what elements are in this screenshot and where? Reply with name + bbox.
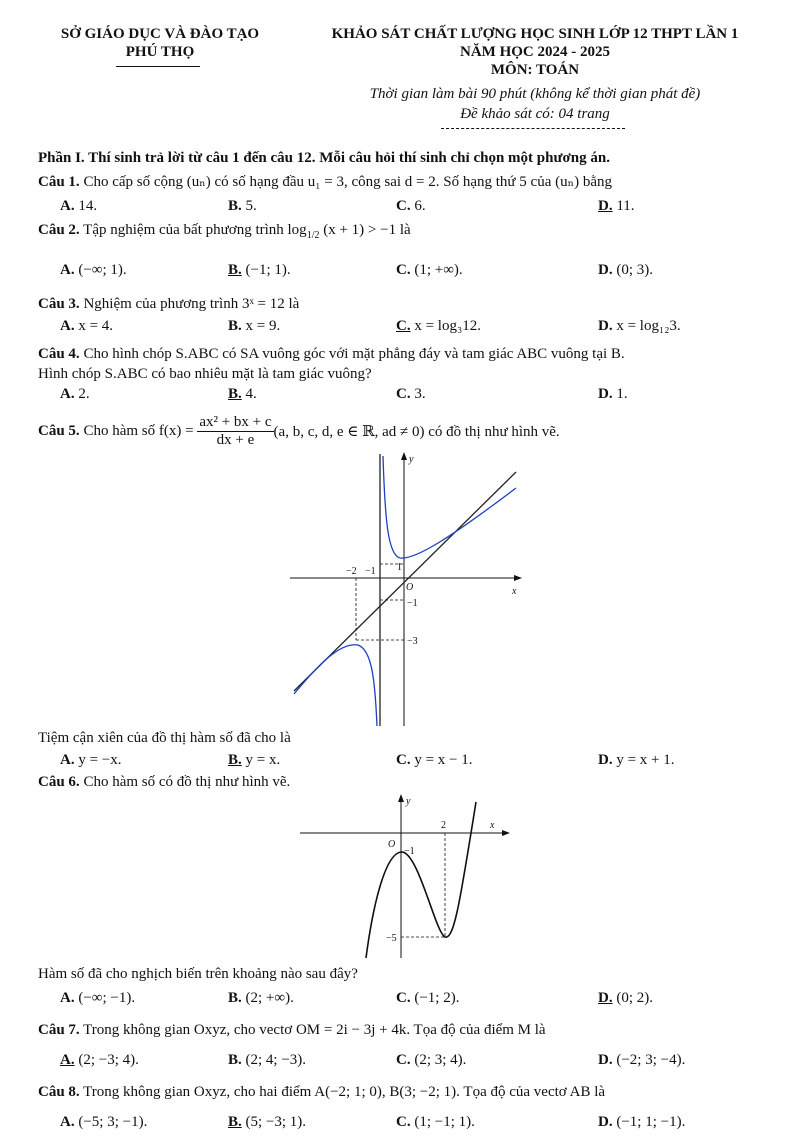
question-text-post: (a, b, c, d, e ∈ ℝ, ad ≠ 0) có đồ thị như hình vẽ. xyxy=(273,424,560,440)
q8-option-d[interactable] xyxy=(598,1114,685,1131)
question-4 xyxy=(38,346,625,363)
option-text: (−1; 1). xyxy=(245,262,291,278)
exam-title: KHẢO SÁT CHẤT LƯỢNG HỌC SINH LỚP 12 THPT LẦN 1 xyxy=(331,26,739,42)
option-text: 3. xyxy=(414,386,426,402)
graph5-tick-ym3: −3 xyxy=(407,636,418,647)
option-letter: A. xyxy=(60,318,75,334)
option-text: x = 9. xyxy=(245,318,281,334)
q4-option-c[interactable] xyxy=(396,386,426,403)
graph6-tick-ym5: −5 xyxy=(386,933,397,944)
option-letter: B. xyxy=(228,262,242,278)
dept-line2: PHÚ THỌ xyxy=(125,44,195,60)
y-axis-arrow xyxy=(401,452,407,460)
graph6-y-label: y xyxy=(406,796,411,807)
denominator: dx + e xyxy=(216,432,255,448)
question-5-graph xyxy=(290,450,530,730)
option-letter: C. xyxy=(396,1052,411,1068)
option-text: 5. xyxy=(245,198,257,214)
option-text: x = log₁₂3. xyxy=(616,318,681,334)
question-label: Câu 8. xyxy=(38,1084,80,1100)
question-text: Cho cấp số cộng (uₙ) có số hạng đầu u₁ = 3, công sai d = 2. Số hạng thứ 5 của (uₙ) bằng xyxy=(83,174,613,190)
option-text: y = x. xyxy=(245,752,281,768)
pages-note: Đề khảo sát có: 04 trang xyxy=(460,106,610,122)
q2-option-d[interactable] xyxy=(598,262,653,279)
curve-right-branch xyxy=(383,456,516,558)
question-text: Nghiệm của phương trình 3ˣ = 12 là xyxy=(83,296,300,312)
option-text: (−2; 3; −4). xyxy=(616,1052,686,1068)
q5-option-d[interactable] xyxy=(598,752,675,769)
option-letter: A. xyxy=(60,386,75,402)
q6-option-a[interactable] xyxy=(60,990,135,1007)
option-letter: B. xyxy=(228,1114,242,1130)
option-text: y = x − 1. xyxy=(414,752,473,768)
option-letter: A. xyxy=(60,198,75,214)
option-text: (0; 3). xyxy=(616,262,654,278)
option-letter: C. xyxy=(396,318,411,334)
option-text: 2. xyxy=(78,386,90,402)
question-label: Câu 3. xyxy=(38,296,80,312)
option-text: x = 4. xyxy=(78,318,114,334)
option-text: x = log₃12. xyxy=(414,318,481,334)
option-letter: B. xyxy=(228,386,242,402)
q5-option-c[interactable] xyxy=(396,752,473,769)
option-text: 11. xyxy=(616,198,635,214)
log-base: 1/2 xyxy=(306,230,320,241)
option-text: (−1; 1; −1). xyxy=(616,1114,686,1130)
question-text: Tập nghiệm của bất phương trình log xyxy=(83,222,307,238)
q1-option-d[interactable] xyxy=(598,198,635,215)
q6-option-d[interactable] xyxy=(598,990,653,1007)
graph5-tick-y1: 1 xyxy=(397,562,402,573)
question-label: Câu 6. xyxy=(38,774,80,790)
q2-option-b[interactable] xyxy=(228,262,291,279)
option-letter: A. xyxy=(60,1114,75,1130)
question-label: Câu 1. xyxy=(38,174,80,190)
option-text: 4. xyxy=(245,386,257,402)
option-letter: C. xyxy=(396,262,411,278)
option-letter: A. xyxy=(60,262,75,278)
option-text: (2; 3; 4). xyxy=(414,1052,467,1068)
graph5-origin-label: O xyxy=(406,582,414,593)
option-letter: D. xyxy=(598,1114,613,1130)
graph6-origin-label: O xyxy=(388,839,396,850)
question-5 xyxy=(38,414,560,449)
option-text: 1. xyxy=(616,386,628,402)
q5-option-a[interactable] xyxy=(60,752,122,769)
question-text: Cho hình chóp S.ABC có SA vuông góc với mặt phẳng đáy và tam giác ABC vuông tại B. xyxy=(83,346,625,362)
option-text: (−1; 2). xyxy=(414,990,460,1006)
graph5-tick-ym1: −1 xyxy=(407,598,418,609)
question-label: Câu 7. xyxy=(38,1022,80,1038)
q3-option-d[interactable] xyxy=(598,318,681,335)
q3-option-c[interactable] xyxy=(396,318,481,335)
graph5-x-label: x xyxy=(512,586,517,597)
option-text: (2; +∞). xyxy=(245,990,294,1006)
q8-option-c[interactable] xyxy=(396,1114,475,1131)
option-letter: C. xyxy=(396,386,411,402)
option-letter: D. xyxy=(598,198,613,214)
q3-option-a[interactable] xyxy=(60,318,113,335)
option-letter: D. xyxy=(598,1052,613,1068)
question-text: Cho hàm số có đồ thị như hình vẽ. xyxy=(83,774,291,790)
q7-option-a[interactable] xyxy=(60,1052,139,1069)
option-text: y = x + 1. xyxy=(616,752,675,768)
dept-line1: SỞ GIÁO DỤC VÀ ĐÀO TẠO xyxy=(60,26,260,42)
part1-title: Phần I. Thí sinh trả lời từ câu 1 đến câu 12. Mỗi câu hỏi thí sinh chỉ chọn một phương án. xyxy=(38,150,610,166)
option-letter: D. xyxy=(598,318,613,334)
subject: MÔN: TOÁN xyxy=(490,62,580,78)
q1-option-b[interactable] xyxy=(228,198,257,215)
question-text: Trong không gian Oxyz, cho hai điểm A(−2; 1; 0), B(3; −2; 1). Tọa độ của vectơ AB là xyxy=(83,1084,606,1100)
q8-option-a[interactable] xyxy=(60,1114,147,1131)
option-letter: D. xyxy=(598,262,613,278)
option-text: 14. xyxy=(78,198,98,214)
school-year: NĂM HỌC 2024 - 2025 xyxy=(460,44,610,60)
option-text: (2; −3; 4). xyxy=(78,1052,139,1068)
question-text-pre: Cho hàm số f(x) = xyxy=(83,423,194,439)
option-text: (5; −3; 1). xyxy=(245,1114,307,1130)
question-label: Câu 4. xyxy=(38,346,80,362)
question-8 xyxy=(38,1084,605,1101)
numerator: ax² + bx + c xyxy=(199,414,272,430)
question-1 xyxy=(38,172,612,191)
option-letter: D. xyxy=(598,386,613,402)
option-text: (1; −1; 1). xyxy=(414,1114,475,1130)
q1-option-c[interactable] xyxy=(396,198,426,215)
option-text: 6. xyxy=(414,198,426,214)
graph6-tick-x2: 2 xyxy=(441,820,446,831)
q7-option-c[interactable] xyxy=(396,1052,466,1069)
cubic-curve xyxy=(366,802,476,958)
option-letter: A. xyxy=(60,752,75,768)
q4-option-d[interactable] xyxy=(598,386,628,403)
x-axis-arrow xyxy=(502,830,510,836)
option-text: y = −x. xyxy=(78,752,122,768)
option-text: (−∞; 1). xyxy=(78,262,127,278)
question-7 xyxy=(38,1022,546,1039)
graph5-tick-xm1: −1 xyxy=(365,566,376,577)
pages-note-dashes xyxy=(441,128,625,129)
dept-underline xyxy=(116,66,200,67)
q8-option-b[interactable] xyxy=(228,1114,306,1131)
graph6-tick-ym1: −1 xyxy=(404,846,415,857)
q7-option-d[interactable] xyxy=(598,1052,685,1069)
q2-option-c[interactable] xyxy=(396,262,463,279)
question-3 xyxy=(38,296,299,313)
question-6-graph xyxy=(300,792,520,962)
option-text: (1; +∞). xyxy=(414,262,463,278)
option-letter: B. xyxy=(228,1052,242,1068)
option-letter: B. xyxy=(228,752,242,768)
graph5-y-label: y xyxy=(409,454,414,465)
question-4-line2: Hình chóp S.ABC có bao nhiêu mặt là tam giác vuông? xyxy=(38,366,372,382)
graph5-tick-xm2: −2 xyxy=(346,566,357,577)
option-text: (2; 4; −3). xyxy=(245,1052,307,1068)
option-text: (−∞; −1). xyxy=(78,990,136,1006)
option-letter: D. xyxy=(598,752,613,768)
question-2 xyxy=(38,222,411,241)
option-letter: C. xyxy=(396,198,411,214)
option-letter: A. xyxy=(60,1052,75,1068)
q3-option-b[interactable] xyxy=(228,318,280,335)
question-label: Câu 5. xyxy=(38,423,80,439)
y-axis-arrow xyxy=(398,794,404,802)
q1-option-a[interactable] xyxy=(60,198,97,215)
option-letter: B. xyxy=(228,990,242,1006)
option-letter: B. xyxy=(228,198,242,214)
q7-option-b[interactable] xyxy=(228,1052,306,1069)
graph6-x-label: x xyxy=(490,820,495,831)
q6-option-c[interactable] xyxy=(396,990,459,1007)
question-6-line2: Hàm số đã cho nghịch biến trên khoảng nào sau đây? xyxy=(38,966,358,982)
option-text: (0; 2). xyxy=(616,990,654,1006)
option-letter: C. xyxy=(396,752,411,768)
q4-option-b[interactable] xyxy=(228,386,257,403)
option-letter: A. xyxy=(60,990,75,1006)
x-axis-arrow xyxy=(514,575,522,581)
fraction xyxy=(197,414,273,449)
question-5-line2: Tiệm cận xiên của đồ thị hàm số đã cho là xyxy=(38,730,291,746)
option-letter: C. xyxy=(396,1114,411,1130)
question-label: Câu 2. xyxy=(38,222,80,238)
question-text: Trong không gian Oxyz, cho vectơ OM = 2i − 3j + 4k. Tọa độ của điểm M là xyxy=(83,1022,546,1038)
question-6 xyxy=(38,774,290,791)
q5-option-b[interactable] xyxy=(228,752,280,769)
q2-option-a[interactable] xyxy=(60,262,127,279)
option-letter: D. xyxy=(598,990,613,1006)
option-letter: B. xyxy=(228,318,242,334)
question-text-tail: (x + 1) > −1 là xyxy=(323,222,411,238)
option-text: (−5; 3; −1). xyxy=(78,1114,148,1130)
q6-option-b[interactable] xyxy=(228,990,294,1007)
curve-left-branch xyxy=(294,645,377,726)
option-letter: C. xyxy=(396,990,411,1006)
time-note: Thời gian làm bài 90 phút (không kể thời gian phát đề) xyxy=(369,86,701,102)
q4-option-a[interactable] xyxy=(60,386,90,403)
